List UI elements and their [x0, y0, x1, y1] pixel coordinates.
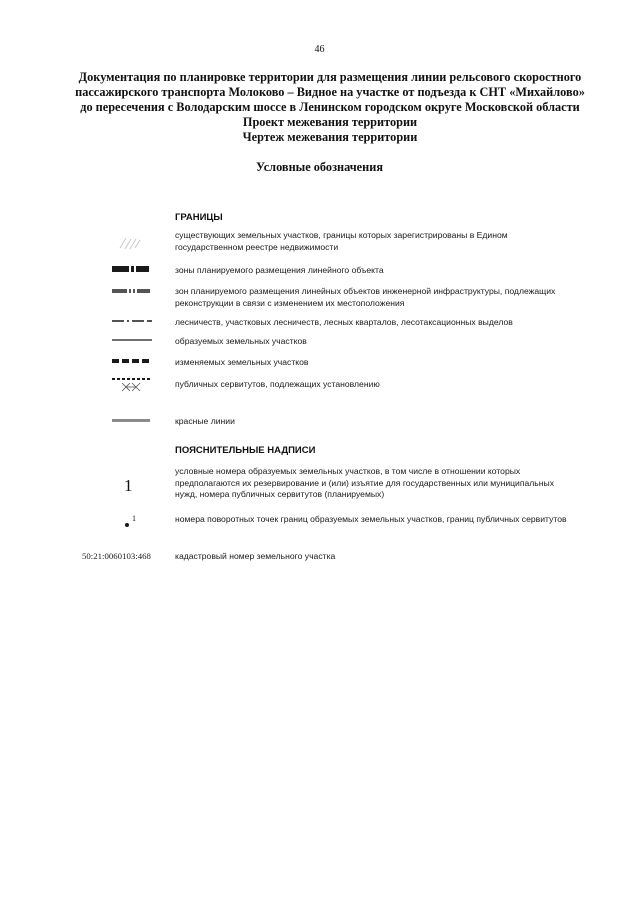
linear-object-zone-icon: [112, 265, 152, 273]
legend-text: лесничеств, участковых лесничеств, лесных кварталов, лесотаксационных выделов: [175, 317, 513, 327]
legend-text: зон планируемого размещения линейных объектов инженерной инфраструктуры, подлежащих реконструкции в связи с изменением их местоположения: [175, 286, 556, 308]
parcel-number-sample: 1: [124, 476, 133, 495]
engineering-zone-icon: [112, 288, 152, 296]
page-number: 46: [314, 44, 325, 55]
legend-text: условные номера образуемых земельных участков, в том числе в отношении которых предполагаются их резервирование и (или) изъятие для государственных или муниципальных нужд, номера публичных сервитутов (планируемых): [175, 466, 555, 499]
legend-text: номера поворотных точек границ образуемых земельных участков, границ публичных сервитутов: [175, 514, 567, 524]
labels-heading: ПОЯСНИТЕЛЬНЫЕ НАДПИСИ: [175, 445, 316, 456]
registered-parcel-hatch-icon: [112, 234, 152, 252]
legend-text: образуемых земельных участков: [175, 336, 307, 346]
header-line-4: Проект межевания территории: [242, 115, 418, 129]
cadastral-number-sample: 50:21:0060103:468: [82, 551, 151, 561]
boundaries-heading: ГРАНИЦЫ: [175, 212, 223, 223]
turning-point-dot-icon: [124, 522, 130, 528]
document-header: [40, 70, 620, 145]
header-line-2: пассажирского транспорта Молоково – Видное на участке от подъезда к СНТ «Михайлово»: [75, 85, 585, 99]
legend-text: зоны планируемого размещения линейного объекта: [175, 265, 384, 275]
legend-text: публичных сервитутов, подлежащих установлению: [175, 379, 380, 389]
servitude-line-icon: [112, 377, 152, 395]
turning-point-number-sample: 1: [132, 514, 136, 523]
legend-text-cadastral: кадастровый номер земельного участка: [175, 551, 336, 561]
header-line-1: Документация по планировке территории для размещения линии рельсового скоростного: [78, 70, 582, 84]
header-line-3: до пересечения с Володарским шоссе в Ленинском городском округе Московской области: [80, 100, 580, 114]
solid-line-icon: [112, 338, 152, 342]
header-line-5: Чертеж межевания территории: [242, 130, 418, 144]
dash-dot-line-icon: [112, 318, 152, 324]
thick-dashed-line-icon: [112, 357, 152, 365]
legend-text: существующих земельных участков, границы которых зарегистрированы в Едином государственном реестре недвижимости: [175, 230, 508, 252]
legend-text: изменяемых земельных участков: [175, 357, 309, 367]
red-line-icon: [112, 418, 152, 423]
legend-text: красные линии: [175, 416, 235, 426]
legend-title: Условные обозначения: [256, 160, 383, 174]
